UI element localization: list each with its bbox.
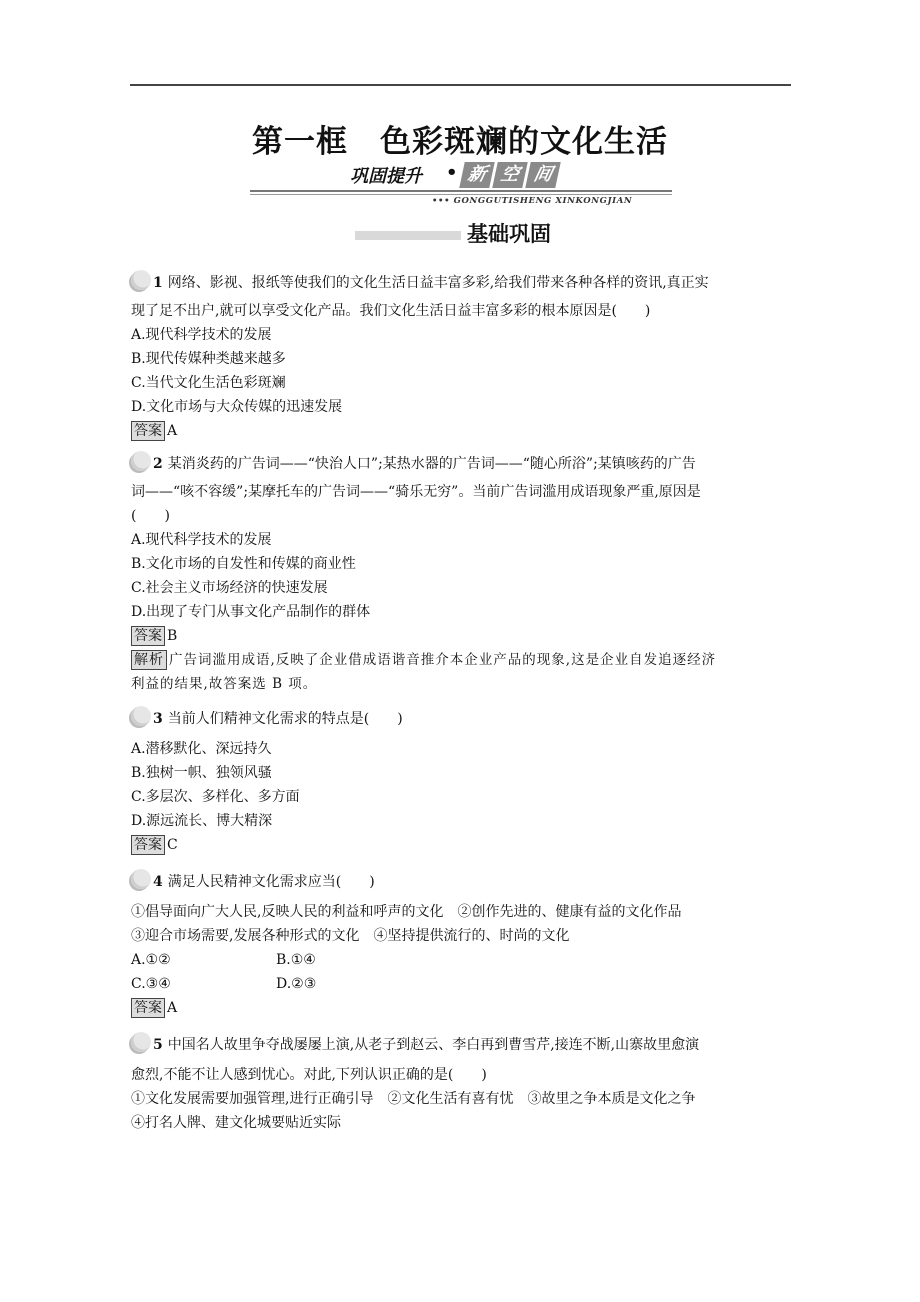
option-a: A.潜移默化、深远持久	[131, 741, 272, 757]
option-c: C.社会主义市场经济的快速发展	[131, 580, 328, 596]
option-b: B.现代传媒种类越来越多	[131, 351, 286, 367]
page-title: 第一框 色彩斑斓的文化生活	[252, 124, 668, 160]
statement-line: ①文化发展需要加强管理,进行正确引导 ②文化生活有喜有忧 ③故里之争本质是文化之争	[131, 1091, 696, 1107]
option-b: B.①④	[276, 952, 316, 968]
question-stem-line: 现了足不出户,就可以享受文化产品。我们文化生活日益丰富多彩的根本原因是( )	[131, 303, 651, 319]
question-1	[131, 270, 793, 443]
answer-row	[131, 419, 793, 443]
analysis-text: 利益的结果,故答案选 B 项。	[131, 676, 318, 692]
banner-subtitle: ••• GONGGUTISHENG XINKONGJIAN	[432, 196, 633, 206]
option-d: D.②③	[276, 976, 317, 992]
stem-text: 中国名人故里争夺战屡屡上演,从老子到赵云、李白再到曹雪芹,接连不断,山寨故里愈演	[167, 1037, 700, 1053]
question-marker-icon	[131, 270, 151, 290]
question-stem-line	[131, 270, 793, 295]
options-row	[131, 972, 793, 996]
question-5	[131, 1032, 793, 1135]
analysis-text: 广告词滥用成语,反映了企业借成语谐音推介本企业产品的现象,这是企业自发追逐经济	[169, 652, 717, 668]
answer-row	[131, 833, 793, 857]
statement-line: ③迎合市场需要,发展各种形式的文化 ④坚持提供流行的、时尚的文化	[131, 928, 570, 944]
answer-badge: 答案	[131, 626, 165, 646]
stem-text: 满足人民精神文化需求应当( )	[167, 874, 375, 890]
question-marker-icon	[131, 706, 151, 726]
statement-line: ①倡导面向广大人民,反映人民的利益和呼声的文化 ②创作先进的、健康有益的文化作品	[131, 904, 682, 920]
question-2	[131, 451, 793, 696]
section-bar	[355, 231, 461, 240]
option-a: A.现代科学技术的发展	[131, 532, 272, 548]
question-number: 4	[153, 874, 163, 890]
answer-row	[131, 996, 793, 1020]
banner-box-2: 空	[492, 162, 528, 188]
banner-box-1: 新	[459, 162, 495, 188]
answer-badge: 答案	[131, 998, 165, 1018]
answer-value: B	[167, 628, 178, 644]
question-number: 2	[153, 456, 163, 472]
question-marker-icon	[131, 1032, 151, 1052]
answer-badge: 答案	[131, 835, 165, 855]
question-number: 3	[153, 711, 163, 727]
analysis-row	[131, 648, 793, 672]
question-stem-line	[131, 451, 793, 476]
options-row	[131, 948, 793, 972]
question-stem-line: 词——“咳不容缓”;某摩托车的广告词——“骑乐无穷”。当前广告词滥用成语现象严重,原因是	[131, 484, 701, 500]
option-c: C.当代文化生活色彩斑斓	[131, 375, 286, 391]
question-number: 1	[153, 275, 163, 291]
question-stem-line	[131, 706, 793, 731]
answer-value: C	[167, 837, 178, 853]
option-b: B.独树一帜、独领风骚	[131, 765, 272, 781]
answer-badge: 答案	[131, 421, 165, 441]
option-a: A.现代科学技术的发展	[131, 327, 272, 343]
banner-box-3: 间	[525, 162, 561, 188]
header-rule	[130, 84, 791, 86]
stem-text: 某消炎药的广告词——“快治人口”;某热水器的广告词——“随心所浴”;某镇咳药的广告	[167, 456, 696, 472]
option-d: D.出现了专门从事文化产品制作的群体	[131, 604, 371, 620]
question-stem-line	[131, 869, 793, 894]
question-3	[131, 706, 793, 857]
banner-dot: •	[446, 162, 458, 183]
banner-rule	[250, 190, 672, 192]
analysis-badge: 解析	[131, 650, 167, 670]
banner-main-text: 巩固提升	[350, 166, 422, 187]
question-marker-icon	[131, 451, 151, 471]
option-c: C.多层次、多样化、多方面	[131, 789, 300, 805]
option-a: A.①②	[131, 952, 171, 968]
answer-value: A	[167, 423, 178, 439]
answer-row	[131, 624, 793, 648]
section-title: 基础巩固	[467, 222, 551, 246]
stem-text: 当前人们精神文化需求的特点是( )	[167, 711, 403, 727]
question-4	[131, 869, 793, 1020]
section-banner	[250, 160, 672, 208]
option-d: D.源远流长、博大精深	[131, 813, 273, 829]
question-marker-icon	[131, 869, 151, 889]
question-list	[131, 270, 793, 1135]
question-stem-line	[131, 1032, 793, 1057]
option-c: C.③④	[131, 976, 171, 992]
option-b: B.文化市场的自发性和传媒的商业性	[131, 556, 356, 572]
question-stem-line: 愈烈,不能不让人感到忧心。对此,下列认识正确的是( )	[131, 1067, 487, 1083]
statement-line: ④打名人牌、建文化城要贴近实际	[131, 1115, 341, 1131]
option-d: D.文化市场与大众传媒的迅速发展	[131, 399, 343, 415]
banner-rule-thin	[250, 194, 672, 195]
question-stem-line: ( )	[131, 508, 170, 524]
stem-text: 网络、影视、报纸等使我们的文化生活日益丰富多彩,给我们带来各种各样的资讯,真正实	[167, 275, 709, 291]
answer-value: A	[167, 1000, 178, 1016]
question-number: 5	[153, 1037, 163, 1053]
